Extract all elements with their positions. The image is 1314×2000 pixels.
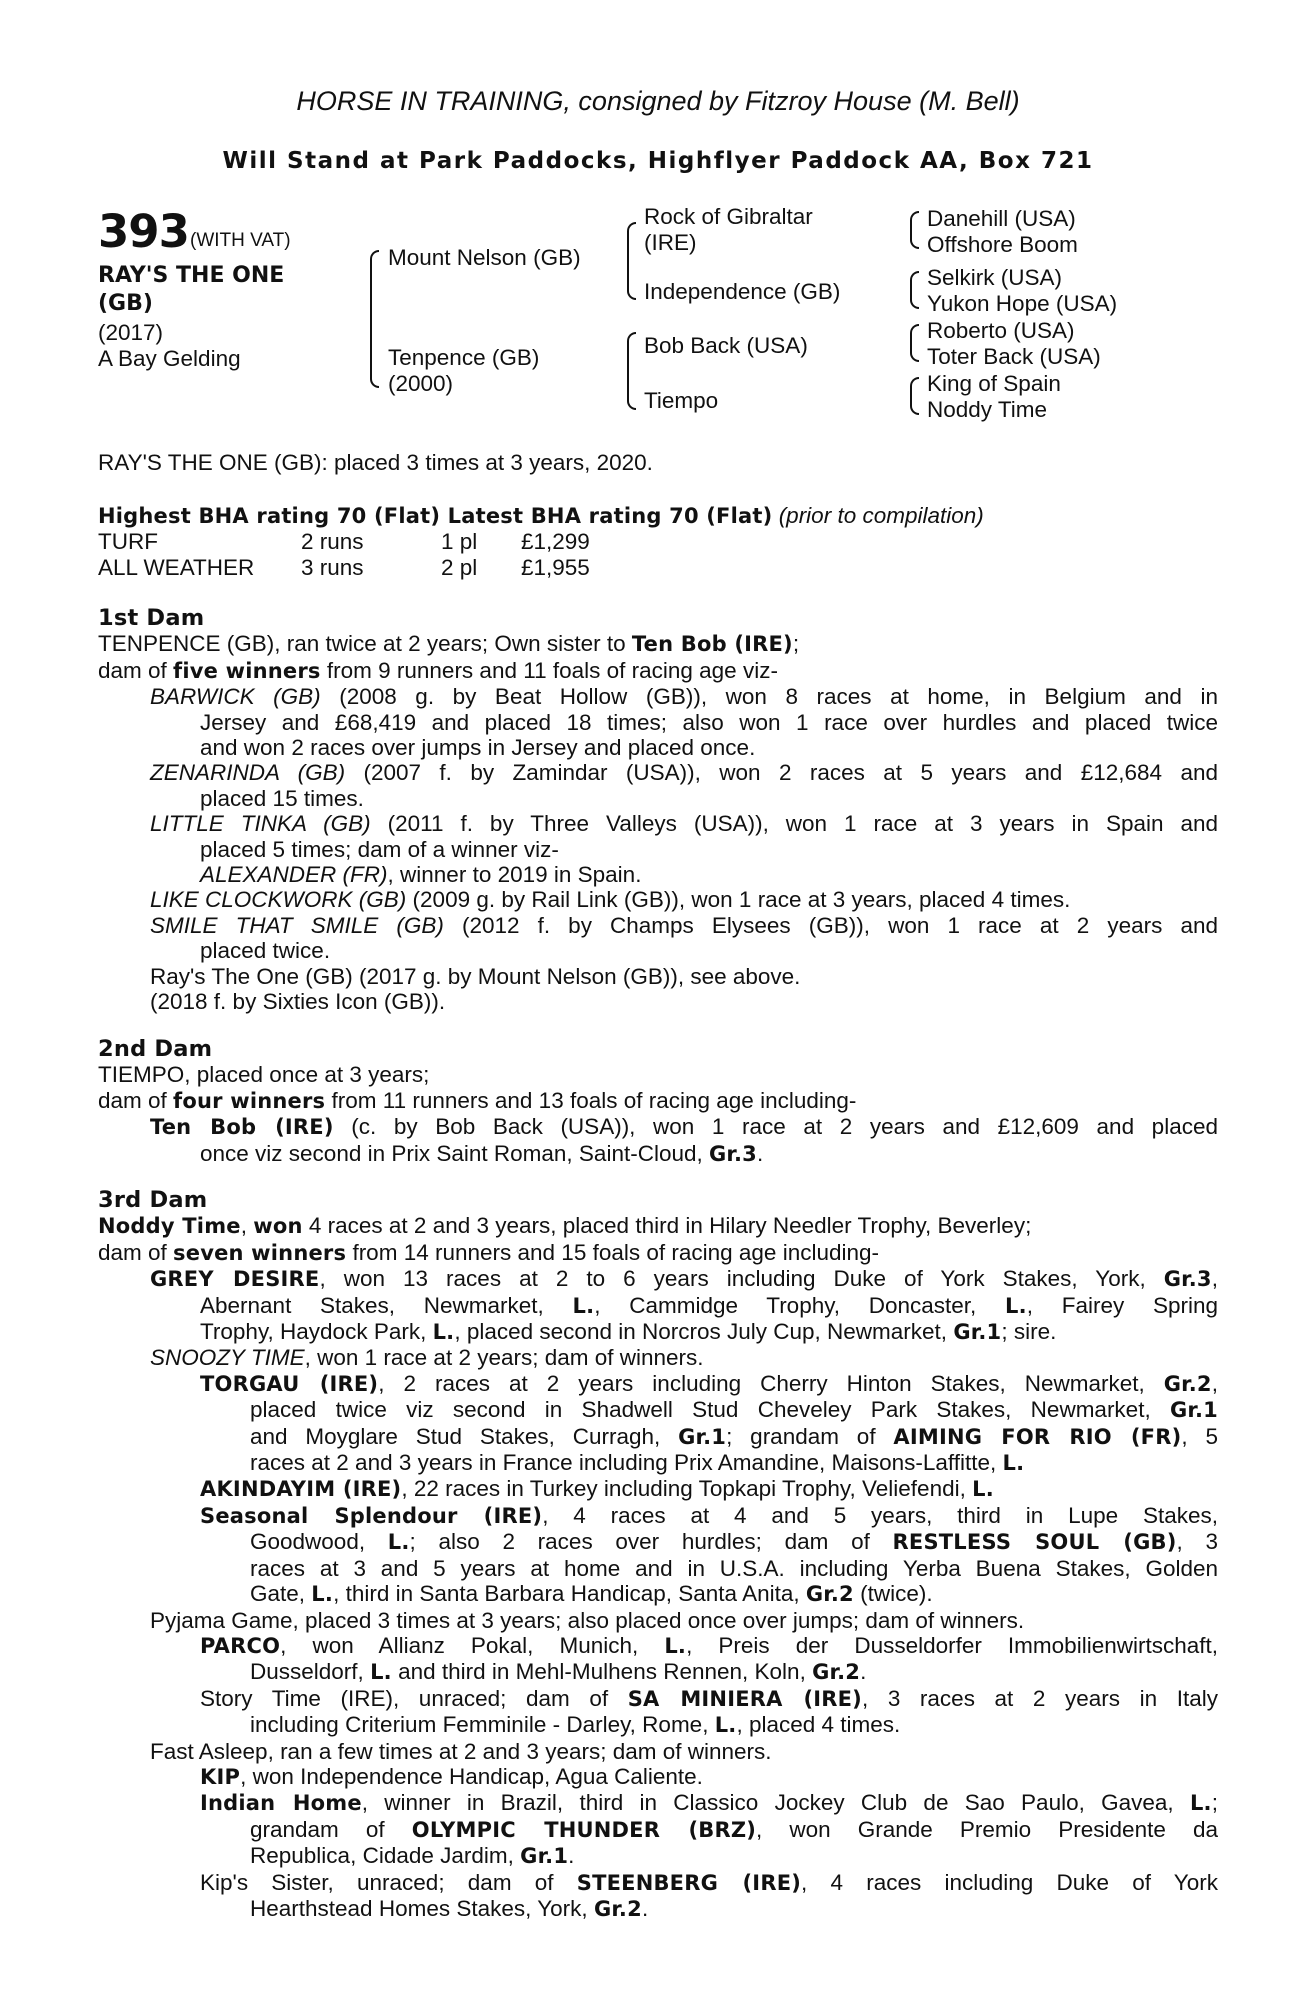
pedigree-g6: Toter Back (USA) [927, 344, 1101, 369]
produce-entry: Ten Bob (IRE) (c. by Bob Back (USA)), won 1 race at 2 years and £12,609 and placed [150, 1114, 1218, 1140]
produce-entry: and Moyglare Stud Stakes, Curragh, Gr.1; grandam of AIMING FOR RIO (FR), 5 [250, 1423, 1218, 1449]
ratings-earnings: £1,299 [521, 529, 590, 555]
pedigree-g5: Roberto (USA) [927, 318, 1075, 343]
produce-entry: Gate, L., third in Santa Barbara Handicap, Santa Anita, Gr.2 (twice). [250, 1581, 933, 1607]
ratings-placed: 2 pl [441, 554, 478, 580]
lot-number: 393 [98, 205, 189, 258]
produce-entry: and won 2 races over jumps in Jersey and placed once. [200, 735, 756, 761]
pedigree-brace-g1 [910, 211, 919, 249]
pedigree-dam-year: (2000) [388, 371, 454, 396]
produce-entry: ZENARINDA (GB) (2007 f. by Zamindar (USA)), won 2 races at 5 years and £12,684 and [150, 760, 1218, 786]
second-dam-line: TIEMPO, placed once at 3 years; [98, 1062, 430, 1088]
pedigree-dam-dam: Tiempo [644, 388, 719, 413]
produce-entry: Trophy, Haydock Park, L., placed second in Norcros July Cup, Newmarket, Gr.1; sire. [200, 1319, 1057, 1345]
pedigree-brace-g3 [910, 324, 919, 362]
pedigree-g7: King of Spain [927, 371, 1061, 396]
ratings-heading [98, 503, 1218, 529]
second-dam-heading: 2nd Dam [98, 1036, 213, 1062]
first-dam-heading: 1st Dam [98, 605, 205, 631]
ratings-row [98, 555, 1218, 580]
pedigree-g2: Offshore Boom [927, 232, 1078, 257]
pedigree-brace-main [370, 250, 379, 388]
ratings-runs: 2 runs [301, 529, 364, 555]
pedigree-dam: Tenpence (GB) [388, 345, 540, 370]
lot-vat: (WITH VAT) [190, 230, 291, 251]
produce-entry: AKINDAYIM (IRE), 22 races in Turkey including Topkapi Trophy, Veliefendi, L. [200, 1476, 994, 1502]
pedigree-brace-dam [627, 332, 636, 410]
produce-entry: placed twice viz second in Shadwell Stud Cheveley Park Stakes, Newmarket, Gr.1 [250, 1397, 1218, 1423]
pedigree-g3: Selkirk (USA) [927, 265, 1063, 290]
produce-entry: PARCO, won Allianz Pokal, Munich, L., Preis der Dusseldorfer Immobilienwirtschaft, [200, 1632, 1218, 1658]
ratings-block [98, 503, 1218, 580]
pedigree-g1: Danehill (USA) [927, 206, 1076, 231]
produce-entry: SNOOZY TIME, won 1 race at 2 years; dam of winners. [150, 1345, 704, 1371]
ratings-earnings: £1,955 [521, 554, 590, 580]
produce-entry: placed twice. [200, 938, 331, 964]
third-dam-heading: 3rd Dam [98, 1187, 208, 1213]
pedigree-g8: Noddy Time [927, 397, 1048, 422]
horse-name-line1: RAY'S THE ONE [98, 263, 285, 288]
pedigree-sire-dam: Independence (GB) [644, 279, 841, 304]
pedigree-sire: Mount Nelson (GB) [388, 245, 581, 270]
produce-entry: ALEXANDER (FR), winner to 2019 in Spain. [200, 862, 642, 888]
third-dam-line: Noddy Time, won 4 races at 2 and 3 years, placed third in Hilary Needler Trophy, Beverley; [98, 1213, 1032, 1239]
second-dam-line: dam of four winners from 11 runners and 13 foals of racing age including- [98, 1087, 857, 1113]
produce-entry: including Criterium Femminile - Darley, Rome, L., placed 4 times. [250, 1712, 901, 1738]
produce-entry: LITTLE TINKA (GB) (2011 f. by Three Valleys (USA)), won 1 race at 3 years in Spain and [150, 811, 1218, 837]
first-dam-line: dam of five winners from 9 runners and 11 foals of racing age viz- [98, 657, 778, 683]
pedigree-brace-g4 [910, 377, 919, 415]
ratings-label: Highest BHA rating 70 (Flat) Latest BHA rating 70 (Flat) [98, 504, 773, 528]
produce-entry: races at 3 and 5 years at home and in U.S.A. including Yerba Buena Stakes, Golden [250, 1555, 1218, 1581]
produce-entry: placed 5 times; dam of a winner viz- [200, 836, 559, 862]
produce-entry: placed 15 times. [200, 785, 364, 811]
third-dam-line: dam of seven winners from 14 runners and 15 foals of racing age including- [98, 1239, 880, 1265]
horse-name-line2: (GB) [98, 291, 153, 316]
second-dam-section [98, 1037, 1218, 1167]
horse-year: (2017) [98, 320, 164, 345]
pedigree-sire-sire-line2: (IRE) [644, 230, 697, 255]
produce-entry: Kip's Sister, unraced; dam of STEENBERG (IRE), 4 races including Duke of York [200, 1869, 1219, 1895]
horse-description: A Bay Gelding [98, 346, 241, 371]
horse-name [98, 262, 338, 318]
pedigree-brace-sire [627, 222, 636, 300]
race-summary: RAY'S THE ONE (GB): placed 3 times at 3 years, 2020. [98, 450, 653, 475]
produce-entry: Goodwood, L.; also 2 races over hurdles; dam of RESTLESS SOUL (GB), 3 [250, 1529, 1218, 1555]
produce-entry: Jersey and £68,419 and placed 18 times; also won 1 race over hurdles and placed twice [200, 709, 1218, 735]
ratings-runs: 3 runs [301, 554, 364, 580]
produce-entry: KIP, won Independence Handicap, Agua Caliente. [200, 1763, 703, 1789]
produce-entry: Indian Home, winner in Brazil, third in Classico Jockey Club de Sao Paulo, Gavea, L.; [200, 1790, 1218, 1816]
ratings-surface: ALL WEATHER [98, 554, 255, 580]
produce-entry: LIKE CLOCKWORK (GB) (2009 g. by Rail Link (GB)), won 1 race at 3 years, placed 4 times. [150, 887, 1071, 913]
ratings-row [98, 529, 1218, 554]
pedigree-sire-sire-line1: Rock of Gibraltar [644, 204, 813, 229]
produce-entry: (2018 f. by Sixties Icon (GB)). [150, 989, 446, 1015]
produce-entry: Abernant Stakes, Newmarket, L., Cammidge Trophy, Doncaster, L., Fairey Spring [200, 1292, 1218, 1318]
produce-entry: Story Time (IRE), unraced; dam of SA MINIERA (IRE), 3 races at 2 years in Italy [200, 1685, 1218, 1711]
consignment-header: HORSE IN TRAINING, consigned by Fitzroy House (M. Bell) [296, 86, 1020, 116]
produce-entry: Fast Asleep, ran a few times at 2 and 3 years; dam of winners. [150, 1738, 772, 1764]
ratings-surface: TURF [98, 529, 158, 555]
produce-entry: SMILE THAT SMILE (GB) (2012 f. by Champs Elysees (GB)), won 1 race at 2 years and [150, 912, 1218, 938]
produce-entry: Dusseldorf, L. and third in Mehl-Mulhens Rennen, Koln, Gr.2. [250, 1659, 867, 1685]
pedigree-brace-g2 [910, 271, 919, 309]
produce-entry: Seasonal Splendour (IRE), 4 races at 4 and 5 years, third in Lupe Stakes, [200, 1502, 1218, 1528]
produce-entry: races at 2 and 3 years in France including Prix Amandine, Maisons-Laffitte, L. [250, 1450, 1025, 1476]
third-dam-section [98, 1188, 1218, 1922]
produce-entry: TORGAU (IRE), 2 races at 2 years including Cherry Hinton Stakes, Newmarket, Gr.2, [200, 1370, 1218, 1396]
produce-entry: once viz second in Prix Saint Roman, Saint-Cloud, Gr.3. [200, 1140, 764, 1166]
produce-entry: Ray's The One (GB) (2017 g. by Mount Nelson (GB)), see above. [150, 963, 801, 989]
produce-entry: Hearthstead Homes Stakes, York, Gr.2. [250, 1895, 649, 1921]
first-dam-line: TENPENCE (GB), ran twice at 2 years; Own sister to Ten Bob (IRE); [98, 631, 800, 657]
produce-entry: GREY DESIRE, won 13 races at 2 to 6 years including Duke of York Stakes, York, Gr.3, [150, 1266, 1218, 1292]
pedigree-g4: Yukon Hope (USA) [927, 291, 1118, 316]
first-dam-section [98, 606, 1218, 1015]
ratings-note: (prior to compilation) [778, 503, 984, 528]
ratings-placed: 1 pl [441, 529, 478, 555]
produce-entry: Republica, Cidade Jardim, Gr.1. [250, 1843, 575, 1869]
location-header: Will Stand at Park Paddocks, Highflyer Paddock AA, Box 721 [222, 148, 1094, 174]
pedigree-dam-sire: Bob Back (USA) [644, 333, 808, 358]
produce-entry: BARWICK (GB) (2008 g. by Beat Hollow (GB)), won 8 races at home, in Belgium and in [150, 684, 1218, 710]
produce-entry: Pyjama Game, placed 3 times at 3 years; also placed once over jumps; dam of winners. [150, 1607, 1025, 1633]
produce-entry: grandam of OLYMPIC THUNDER (BRZ), won Grande Premio Presidente da [250, 1816, 1218, 1842]
